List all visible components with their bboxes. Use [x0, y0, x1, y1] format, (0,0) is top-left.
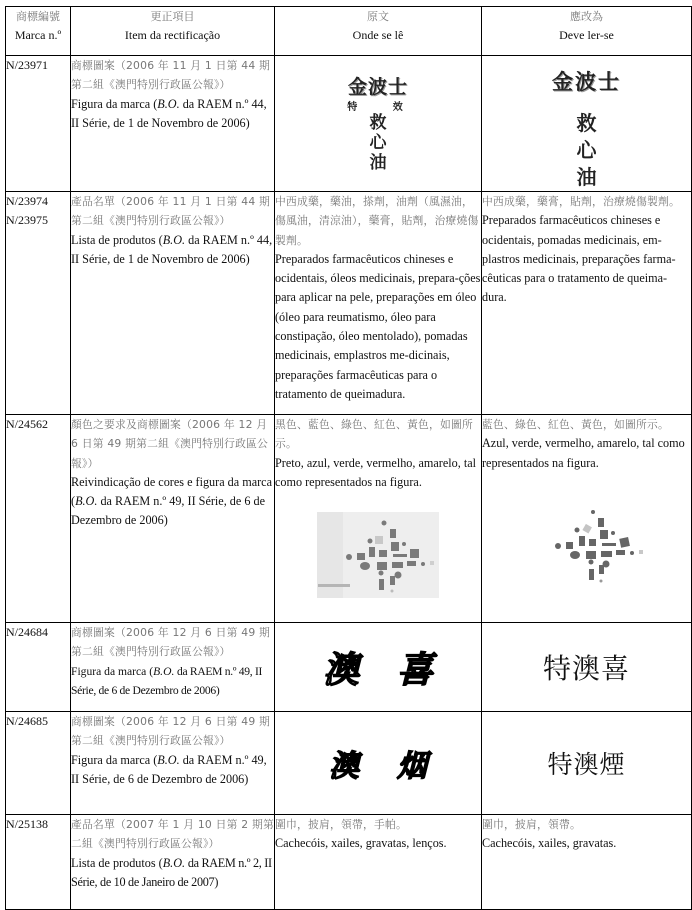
- corrected-logo-cell: [482, 623, 692, 712]
- header-mark-number: [6, 7, 71, 56]
- header-item-pt: Item da rectificação: [124, 28, 221, 42]
- mark-number-cell: [6, 415, 71, 623]
- item-pt-bo: B.O.: [162, 855, 186, 870]
- logo-vertical-char: 油: [369, 153, 387, 173]
- corrected-text-cell: [482, 815, 692, 910]
- header-original: [275, 7, 482, 56]
- figure-shapes: [555, 510, 643, 583]
- corrected-logo-cell: [482, 56, 692, 192]
- logo-vertical-char: 心: [369, 133, 387, 153]
- item-pt-post: da RAEM n.º 44, II Série, de 1 de Novembro de 2006): [71, 96, 267, 130]
- item-pt-post: da RAEM n.º 44, II Série, de 1 de Novembro de 2006): [71, 232, 273, 266]
- figure-caption-mark: [318, 584, 350, 587]
- mark-number: N/24685: [6, 714, 48, 728]
- corrected-pt: Cachecóis, xailes, gravatas.: [482, 836, 617, 851]
- item-pt-bo: B.O.: [157, 752, 180, 767]
- item-pt-bo: B.O.: [153, 664, 175, 678]
- corrected-logo-cell: [482, 712, 692, 815]
- table-row: [6, 815, 692, 910]
- item-pt-post: da RAEM n.º 49, II Série, de 6 de Dezembro de 2006): [71, 664, 263, 697]
- logo-vertical-char: 救: [576, 111, 597, 135]
- header-corrected: [482, 7, 692, 56]
- mark-number: N/25138: [6, 817, 48, 831]
- item-zh: 產品名單（2006 年 11 月 1 日第 44 期第二組《澳門特別行政區公報》）: [71, 195, 271, 228]
- original-trademark-logo: 澳烟: [329, 749, 465, 784]
- item-zh: 顏色之要求及商標圖案（2006 年 12 月 6 日第 49 期第二組《澳門特別行政區公報》）: [71, 418, 269, 470]
- original-logo-cell: [275, 623, 482, 712]
- mark-number: N/23971: [6, 58, 48, 72]
- original-logo-cell: [275, 712, 482, 815]
- mark-number: N/23974: [6, 194, 48, 208]
- item-pt-bo: B.O.: [75, 494, 98, 509]
- mark-number: N/24684: [6, 625, 48, 639]
- item-cell: [71, 623, 275, 712]
- original-text-cell: [275, 192, 482, 415]
- logo-vertical-char: 心: [576, 138, 597, 162]
- original-logo-cell: [275, 56, 482, 192]
- header-corrected-pt: Deve ler-se: [559, 28, 614, 42]
- item-cell: [71, 56, 275, 192]
- corrected-pt: Preparados farmacêuticos chineses e ocidentais, pomadas medicinais, em-plastros medicinais, preparações farma-cêuticas para o tratamento de queima-dura.: [482, 213, 676, 305]
- logo-top-text: 金波士: [347, 76, 408, 98]
- mark-number-cell: [6, 815, 71, 910]
- header-item: [71, 7, 275, 56]
- corrected-pt: Azul, verde, vermelho, amarelo, tal como representados na figura.: [482, 436, 685, 470]
- item-cell: [71, 712, 275, 815]
- corrected-zh: 中西成藥，藥膏，貼劑，治療燒傷製劑。: [482, 195, 680, 208]
- logo-vertical-char: 救: [369, 113, 387, 133]
- corrected-trademark-logo: 特澳煙: [547, 750, 626, 779]
- header-row: [6, 7, 692, 56]
- mark-number-cell: [6, 192, 71, 415]
- original-trademark-logo: 澳喜: [322, 648, 471, 691]
- mark-number-cell: [6, 56, 71, 192]
- item-cell: [71, 815, 275, 910]
- original-pt: Cachecóis, xailes, gravatas, lenços.: [275, 836, 447, 851]
- item-pt-bo: B.O.: [157, 96, 180, 111]
- corrected-zh: 藍色、綠色、紅色、黃色，如圖所示。: [482, 418, 669, 431]
- corrected-zh: 圍巾，披肩，領帶。: [482, 818, 581, 831]
- corrected-text-cell: [482, 192, 692, 415]
- table-row: [6, 623, 692, 712]
- corrected-trademark-logo: 特澳喜: [542, 652, 630, 685]
- mark-number: N/24562: [6, 417, 48, 431]
- rectification-table: [5, 6, 692, 910]
- item-pt-pre: Figura da marca (: [71, 96, 158, 111]
- item-pt-bo: B.O.: [162, 232, 186, 247]
- header-mark-number-pt: Marca n.º: [14, 28, 62, 42]
- logo-vertical-char: 油: [576, 165, 597, 189]
- original-text-cell: [275, 415, 482, 623]
- table-row: [6, 415, 692, 623]
- item-pt-post: da RAEM n.º 2, II Série, de 10 de Janeiro de 2007): [71, 855, 272, 889]
- header-item-zh: 更正項目: [150, 10, 195, 23]
- mark-number: N/23975: [6, 213, 48, 228]
- item-pt-post: da RAEM n.º 49, II Série, de 6 de Dezembro de 2006): [71, 752, 267, 786]
- original-color-figure: [317, 512, 439, 598]
- corrected-color-figure: [526, 509, 648, 595]
- header-mark-number-zh: 商標編號: [16, 10, 60, 23]
- table-row: [6, 56, 692, 192]
- mark-number-cell: [6, 712, 71, 815]
- item-pt-pre: Lista de produtos (: [71, 855, 163, 870]
- corrected-text-cell: [482, 415, 692, 623]
- item-pt-pre: Reivindicação de cores e figura da marca (: [71, 474, 272, 509]
- table-row: [6, 192, 692, 415]
- original-zh: 圍巾，披肩，領帶，手帕。: [275, 818, 407, 831]
- item-cell: [71, 192, 275, 415]
- item-zh: 商標圖案（2006 年 12 月 6 日第 49 期第二組《澳門特別行政區公報》）: [71, 715, 271, 748]
- item-pt-pre: Figura da marca (: [71, 752, 158, 767]
- item-pt-post: da RAEM n.º 49, II Série, de 6 de Dezembro de 2006): [71, 494, 266, 528]
- item-zh: 商標圖案（2006 年 12 月 6 日第 49 期第二組《澳門特別行政區公報》）: [71, 626, 271, 659]
- header-corrected-zh: 應改為: [570, 10, 603, 23]
- logo-top-text: 金波士: [552, 69, 621, 94]
- item-zh: 產品名單（2007 年 1 月 10 日第 2 期第二組《澳門特別行政區公報》）: [71, 818, 274, 851]
- header-original-pt: Onde se lê: [352, 28, 404, 42]
- mark-number-cell: [6, 623, 71, 712]
- original-trademark-logo: [275, 72, 481, 173]
- original-zh: 中西成藥，藥油，搽劑，油劑（風濕油，傷風油，清涼油），藥膏，貼劑，治療燒傷製劑。: [275, 195, 479, 247]
- header-original-zh: 原文: [367, 10, 389, 23]
- original-pt: Preto, azul, verde, vermelho, amarelo, tal como representados na figura.: [275, 455, 477, 489]
- original-pt: Preparados farmacêuticos chineses e ocidentais, óleos medicinais, prepara-ções para aplicar na pele, preparações em óleo (óleo para reumatismo, óleo para constipação, óleo mentolado), pomadas medicinais, emplastros me-dicinais, preparações farmacêuticas para o tratamento de queimadura.: [275, 251, 481, 401]
- corrected-trademark-logo: [482, 66, 691, 191]
- table-row: [6, 712, 692, 815]
- original-zh: 黑色、藍色、綠色、紅色、黃色，如圖所示。: [275, 418, 473, 451]
- item-pt-pre: Figura da marca (: [71, 664, 154, 678]
- item-pt-pre: Lista de produtos (: [71, 232, 163, 247]
- item-zh: 商標圖案（2006 年 11 月 1 日第 44 期第二組《澳門特別行政區公報》）: [71, 59, 271, 92]
- logo-sub-text: 特 效: [347, 102, 419, 113]
- item-cell: [71, 415, 275, 623]
- original-text-cell: [275, 815, 482, 910]
